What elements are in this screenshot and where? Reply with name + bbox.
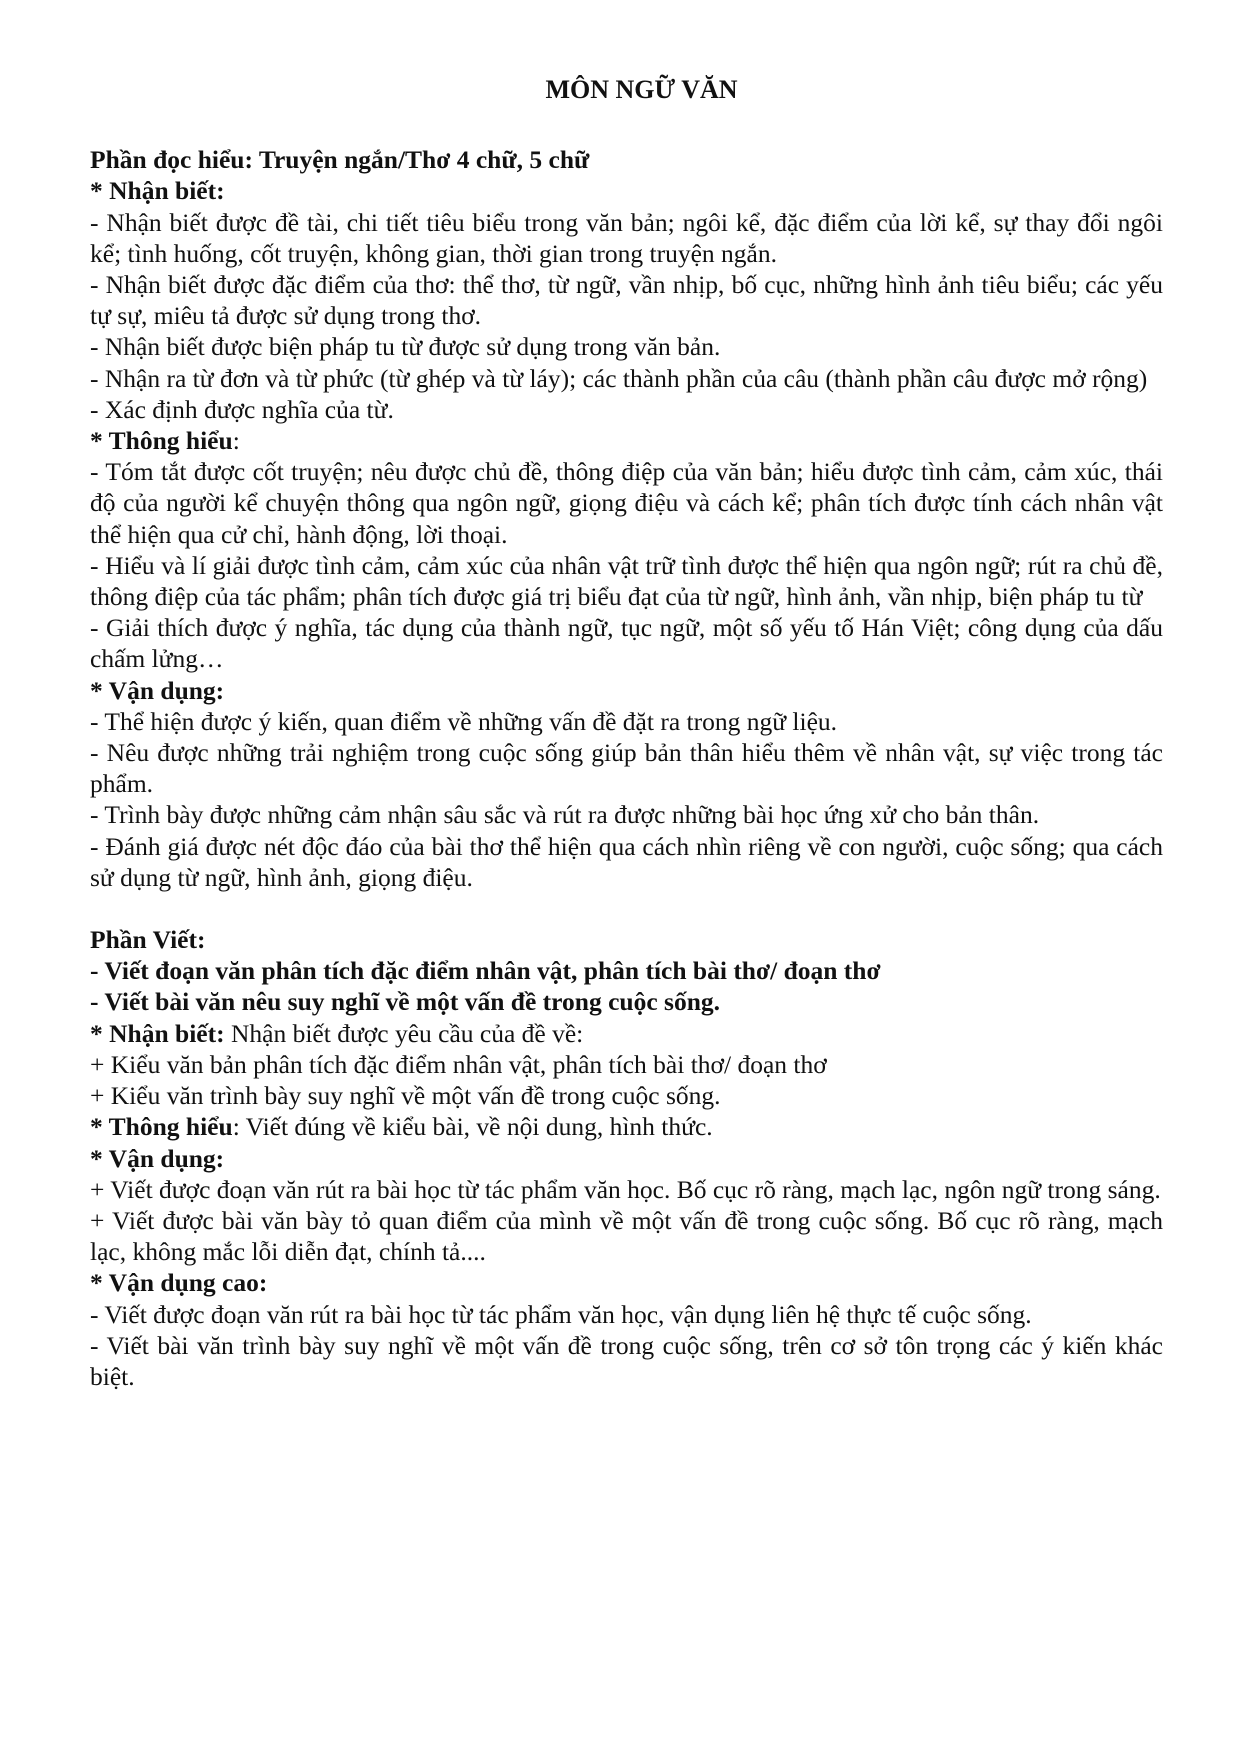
reading-recognize-item: - Xác định được nghĩa của từ. (90, 394, 394, 424)
section-spacer (90, 893, 1163, 924)
reading-apply-item: - Đánh giá được nét độc đáo của bài thơ thể hiện qua cách nhìn riêng về con người, cuộc sống; qua cách sử dụng từ ngữ, hình ảnh, giọng điệu. (90, 831, 1163, 892)
reading-apply-item: - Nêu được những trải nghiệm trong cuộc sống giúp bản thân hiểu thêm về nhân vật, sự việc trong tác phẩm. (90, 738, 1163, 799)
reading-recognize-item: - Nhận biết được biện pháp tu từ được sử dụng trong văn bản. (90, 332, 721, 362)
writing-apply-item: + Viết được bài văn bày tỏ quan điểm của mình về một vấn đề trong cuộc sống. Bố cục rõ ràng, mạch lạc, không mắc lỗi diễn đạt, chính tả.... (90, 1205, 1163, 1267)
writing-understand-line (90, 1111, 1163, 1142)
reading-recognize-item: - Nhận biết được đề tài, chi tiết tiêu biểu trong văn bản; ngôi kể, đặc điểm của lời kể, sự thay đổi ngôi kể; tình huống, cốt truyện, không gian, thời gian trong truyện ngắn. (90, 207, 1163, 268)
writing-recognize-line (90, 1018, 1163, 1049)
writing-recognize-heading: * Nhận biết: (90, 1018, 225, 1048)
reading-understand-heading-line (90, 425, 1163, 456)
reading-recognize-heading: * Nhận biết: (90, 176, 225, 206)
writing-task: - Viết bài văn nêu suy nghĩ về một vấn đề trong cuộc sống. (90, 987, 721, 1017)
document-page (90, 74, 1163, 1392)
reading-apply-heading: * Vận dụng: (90, 675, 225, 705)
reading-heading: Phần đọc hiểu: Truyện ngắn/Thơ 4 chữ, 5 chữ (90, 145, 590, 175)
writing-recognize-item: + Kiểu văn bản phân tích đặc điểm nhân vật, phân tích bài thơ/ đoạn thơ (90, 1049, 827, 1079)
writing-advanced-heading: * Vận dụng cao: (90, 1268, 268, 1298)
reading-recognize-item: - Nhận ra từ đơn và từ phức (từ ghép và từ láy); các thành phần của câu (thành phần câu được mở rộng) (90, 363, 1148, 393)
writing-heading: Phần Viết: (90, 925, 206, 955)
reading-apply-item: - Thể hiện được ý kiến, quan điểm về những vấn đề đặt ra trong ngữ liệu. (90, 706, 838, 736)
writing-advanced-item: - Viết bài văn trình bày suy nghĩ về một vấn đề trong cuộc sống, trên cơ sở tôn trọng các ý kiến khác biệt. (90, 1330, 1163, 1391)
reading-understand-heading: * Thông hiểu (90, 426, 233, 456)
reading-understand-colon: : (232, 426, 240, 456)
writing-understand-text: : Viết đúng về kiểu bài, về nội dung, hình thức. (232, 1112, 713, 1142)
writing-recognize-item: + Kiểu văn trình bày suy nghĩ về một vấn đề trong cuộc sống. (90, 1081, 721, 1111)
writing-apply-heading: * Vận dụng: (90, 1143, 225, 1173)
writing-advanced-item: - Viết được đoạn văn rút ra bài học từ tác phẩm văn học, vận dụng liên hệ thực tế cuộc sống. (90, 1299, 1032, 1329)
reading-apply-item: - Trình bày được những cảm nhận sâu sắc và rút ra được những bài học ứng xử cho bản thân. (90, 800, 1040, 830)
writing-task: - Viết đoạn văn phân tích đặc điểm nhân vật, phân tích bài thơ/ đoạn thơ (90, 956, 881, 986)
writing-understand-heading: * Thông hiểu (90, 1112, 233, 1142)
document-title: MÔN NGỮ VĂN (545, 75, 738, 104)
writing-recognize-text: Nhận biết được yêu cầu của đề về: (224, 1018, 584, 1048)
reading-understand-item: - Tóm tắt được cốt truyện; nêu được chủ đề, thông điệp của văn bản; hiểu được tình cảm, cảm xúc, thái độ của người kể chuyện thông qua ngôn ngữ, giọng điệu và cách kể; phân tích được tính cách nhân vật thể hiện qua cử chỉ, hành động, lời thoại. (90, 457, 1163, 549)
reading-understand-item: - Hiểu và lí giải được tình cảm, cảm xúc của nhân vật trữ tình được thể hiện qua ngôn ngữ; rút ra chủ đề, thông điệp của tác phẩm; phân tích được giá trị biểu đạt của từ ngữ, hình ảnh, vần nhịp, biện pháp tu từ (90, 550, 1163, 612)
writing-apply-item: + Viết được đoạn văn rút ra bài học từ tác phẩm văn học. Bố cục rõ ràng, mạch lạc, ngôn ngữ trong sáng. (90, 1174, 1161, 1204)
reading-recognize-item: - Nhận biết được đặc điểm của thơ: thể thơ, từ ngữ, vần nhịp, bố cục, những hình ảnh tiêu biểu; các yếu tự sự, miêu tả được sử dụng trong thơ. (90, 270, 1163, 331)
reading-understand-item: - Giải thích được ý nghĩa, tác dụng của thành ngữ, tục ngữ, một số yếu tố Hán Việt; công dụng của dấu chấm lửng… (90, 613, 1163, 674)
